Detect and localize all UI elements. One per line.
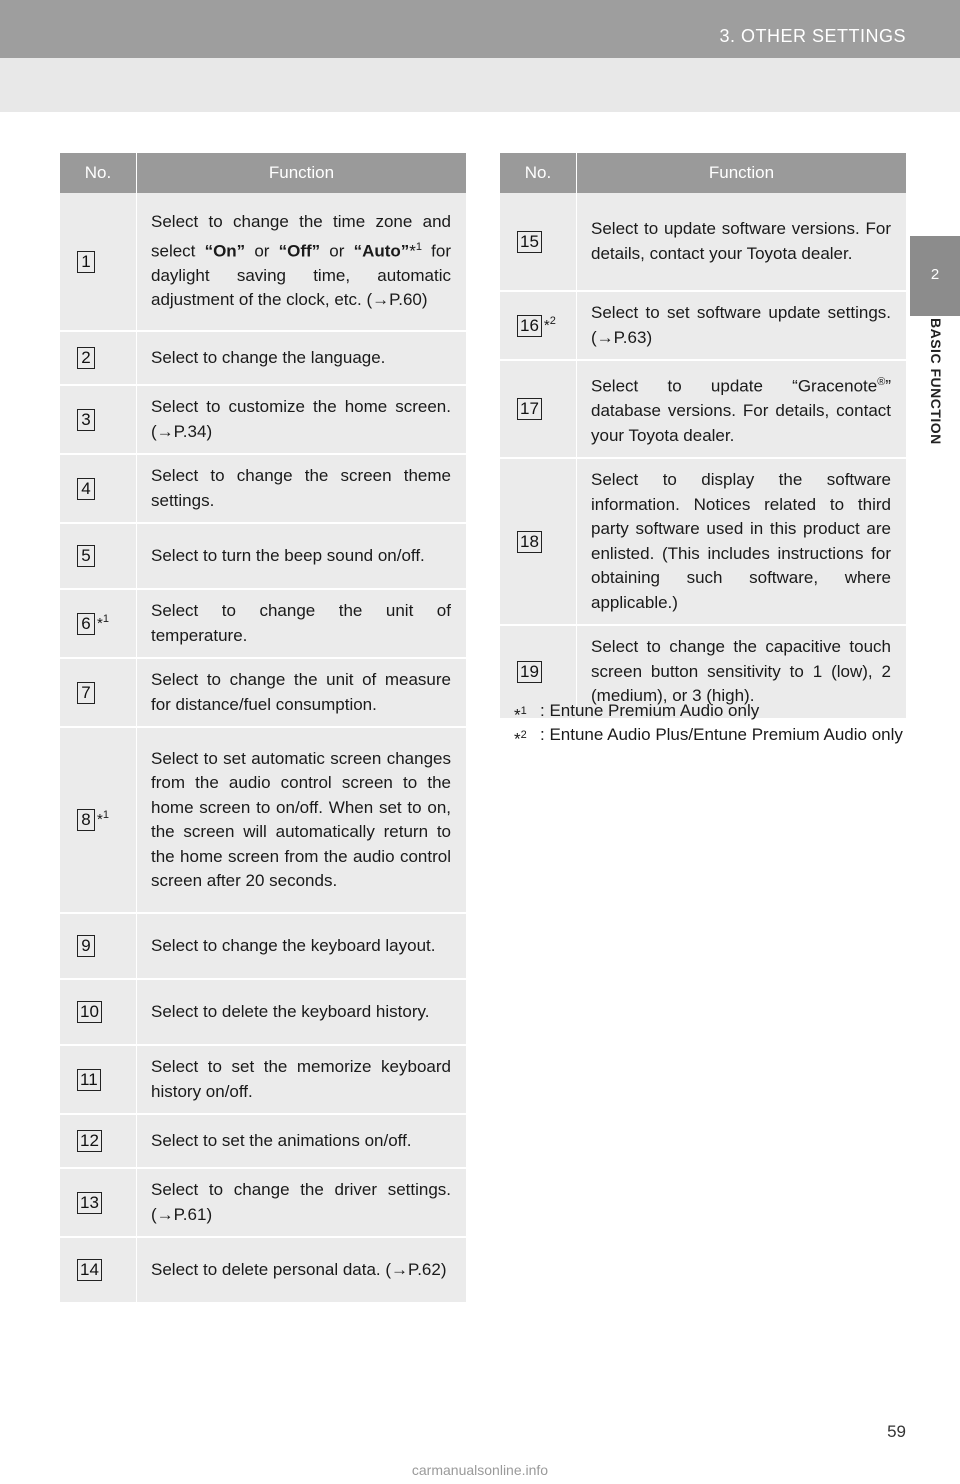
item-number: 14 — [77, 1259, 102, 1281]
table-row — [60, 1168, 466, 1237]
table-row — [60, 589, 466, 658]
item-number: 11 — [77, 1069, 101, 1091]
chapter-number: 2 — [930, 266, 940, 283]
function-description: Select to change the driver settings. (→P.61) — [137, 1168, 467, 1237]
table-header-row — [500, 153, 906, 193]
function-description: Select to set the animations on/off. — [137, 1114, 467, 1168]
row-number-cell — [60, 589, 137, 658]
item-number: 5 — [77, 545, 95, 567]
table-row — [60, 658, 466, 727]
table-row — [60, 193, 466, 331]
row-number-cell — [500, 360, 577, 458]
header-bar — [0, 0, 960, 58]
table-row — [60, 979, 466, 1045]
function-description: Select to display the software information. Notices related to third party software used in this product are enlisted. (This includes instructions for obtaining such software, where applicable.) — [577, 458, 907, 625]
chapter-label: BASIC FUNCTION — [928, 318, 944, 445]
function-description: Select to turn the beep sound on/off. — [137, 523, 467, 589]
table-row — [500, 193, 906, 291]
footnote-marker: *$^1$ — [97, 612, 109, 632]
function-description: Select to change the unit of temperature. — [137, 589, 467, 658]
table-row — [60, 1237, 466, 1303]
header-function: Function — [577, 153, 907, 193]
section-title: 3. OTHER SETTINGS — [719, 26, 906, 46]
row-number-cell — [60, 1168, 137, 1237]
header-function: Function — [137, 153, 467, 193]
function-table-left — [60, 153, 466, 1304]
item-number: 3 — [77, 409, 95, 431]
item-number: 1 — [77, 251, 95, 273]
table-row — [60, 1114, 466, 1168]
function-description: Select to change the language. — [137, 331, 467, 385]
row-number-cell — [500, 193, 577, 291]
header-band — [0, 58, 960, 112]
footnote-text: : Entune Audio Plus/Entune Premium Audio only — [540, 725, 903, 744]
table-row — [60, 454, 466, 523]
footnote-marker: *$^1$ — [97, 809, 109, 828]
header-no: No. — [500, 153, 577, 193]
item-number: 18 — [517, 531, 542, 553]
row-number-cell — [60, 1114, 137, 1168]
item-number: 6 — [77, 613, 95, 635]
footnote-marker: *$^1$ — [514, 705, 527, 725]
function-description: Select to customize the home screen. (→P.34) — [137, 385, 467, 454]
watermark-text: carmanualsonline.info — [411, 1462, 549, 1478]
table-row — [60, 523, 466, 589]
row-number-cell — [60, 979, 137, 1045]
table-row — [60, 727, 466, 913]
footnote-marker: *$^2$ — [514, 729, 527, 749]
row-number-cell — [60, 1237, 137, 1303]
function-description: Select to delete personal data. (→P.62) — [137, 1237, 467, 1303]
function-description: Select to change the capacitive touch screen button sensitivity to 1 (low), 2 (medium), or 3 (high). — [577, 625, 907, 719]
function-description: Select to change the screen theme settings. — [137, 454, 467, 523]
function-description: Select to update “Gracenote®” database versions. For details, contact your Toyota dealer. — [577, 360, 907, 458]
row-number-cell — [500, 291, 577, 360]
row-number-cell — [60, 331, 137, 385]
footnote — [514, 723, 906, 747]
item-number: 17 — [517, 398, 542, 420]
function-description: Select to set software update settings. (→P.63) — [577, 291, 907, 360]
table-row — [60, 385, 466, 454]
row-number-cell — [60, 193, 137, 331]
item-number: 10 — [77, 1001, 102, 1023]
item-number: 16 — [517, 315, 542, 337]
header-no: No. — [60, 153, 137, 193]
page-number: 59 — [887, 1422, 906, 1441]
row-number-cell — [60, 1045, 137, 1114]
footnote — [514, 699, 906, 723]
table-header-row — [60, 153, 466, 193]
table-row — [500, 360, 906, 458]
row-number-cell — [60, 385, 137, 454]
function-description: Select to update software versions. For details, contact your Toyota dealer. — [577, 193, 907, 291]
row-number-cell — [60, 523, 137, 589]
row-number-cell — [60, 658, 137, 727]
item-number: 19 — [517, 661, 542, 683]
row-number-cell — [60, 454, 137, 523]
function-description: Select to set the memorize keyboard history on/off. — [137, 1045, 467, 1114]
function-description: Select to set automatic screen changes from the audio control screen to the home screen to on/off. When set to on, the screen will automatically return to the home screen from the audio control screen after 20 seconds. — [137, 727, 467, 913]
table-row — [60, 331, 466, 385]
function-description: Select to delete the keyboard history. — [137, 979, 467, 1045]
row-number-cell — [60, 727, 137, 913]
item-number: 7 — [77, 682, 95, 704]
item-number: 13 — [77, 1192, 102, 1214]
row-number-cell — [60, 913, 137, 979]
item-number: 2 — [77, 347, 95, 369]
item-number: 9 — [77, 935, 95, 957]
footnote-text: : Entune Premium Audio only — [540, 701, 760, 720]
function-description: Select to change the unit of measure for distance/fuel consumption. — [137, 658, 467, 727]
function-table-right — [500, 153, 906, 720]
item-number: 4 — [77, 478, 95, 500]
table-row — [500, 458, 906, 625]
table-row — [60, 913, 466, 979]
chapter-tab — [910, 236, 960, 316]
row-number-cell — [500, 458, 577, 625]
function-description: Select to change the time zone and select “On” or “Off” or “Auto”*$^1$ for daylight saving time, automatic adjustment of the clock, etc. (→P.60) — [137, 193, 467, 331]
footnotes — [514, 699, 906, 747]
table-row — [60, 1045, 466, 1114]
table-row — [500, 291, 906, 360]
function-description: Select to change the keyboard layout. — [137, 913, 467, 979]
footnote-marker: *$^2$ — [543, 314, 556, 334]
item-number: 12 — [77, 1130, 102, 1152]
item-number: 15 — [517, 231, 542, 253]
item-number: 8 — [77, 809, 95, 831]
